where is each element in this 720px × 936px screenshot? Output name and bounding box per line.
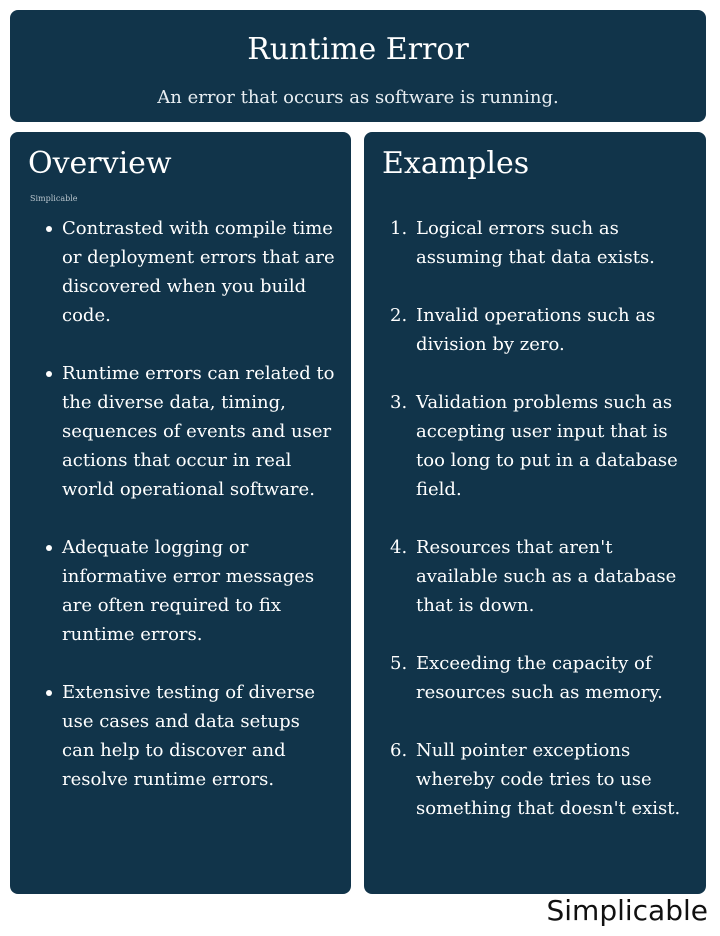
overview-panel <box>10 132 351 894</box>
example-item <box>390 301 696 359</box>
overview-item-text: Contrasted with compile time or deployment errors that are discovered when you build code. <box>62 218 335 326</box>
example-item <box>390 736 696 823</box>
overview-item <box>62 678 337 794</box>
overview-item <box>62 359 337 504</box>
example-item-text: Validation problems such as accepting user input that is too long to put in a database field. <box>416 392 678 500</box>
example-item <box>390 214 696 272</box>
brand-logo: Simplicable <box>546 894 708 927</box>
example-item-text: Null pointer exceptions whereby code tries to use something that doesn't exist. <box>416 740 681 819</box>
example-item <box>390 533 696 620</box>
example-item <box>390 649 696 707</box>
overview-item-text: Adequate logging or informative error messages are often required to fix runtime errors. <box>62 537 315 645</box>
header-panel <box>10 10 706 122</box>
examples-list <box>364 214 706 852</box>
example-number: 4. <box>390 537 408 558</box>
example-item-text: Logical errors such as assuming that data exists. <box>416 218 655 268</box>
overview-item-text: Runtime errors can related to the diverse data, timing, sequences of events and user actions that occur in real world operational software. <box>62 363 335 500</box>
watermark-small: Simplicable <box>30 194 78 203</box>
example-item <box>390 388 696 504</box>
overview-item <box>62 214 337 330</box>
examples-heading: Examples <box>382 146 530 181</box>
bullet-icon <box>46 371 52 377</box>
example-number: 1. <box>390 218 408 239</box>
bullet-icon <box>46 690 52 696</box>
page-title: Runtime Error <box>247 32 469 67</box>
bullet-icon <box>46 545 52 551</box>
overview-item <box>62 533 337 649</box>
example-item-text: Resources that aren't available such as a database that is down. <box>416 537 677 616</box>
example-number: 2. <box>390 305 408 326</box>
example-number: 3. <box>390 392 408 413</box>
bullet-icon <box>46 226 52 232</box>
overview-heading: Overview <box>28 146 172 181</box>
example-number: 5. <box>390 653 408 674</box>
examples-panel <box>364 132 706 894</box>
overview-list <box>10 214 351 823</box>
example-item-text: Exceeding the capacity of resources such as memory. <box>416 653 663 703</box>
example-item-text: Invalid operations such as division by zero. <box>416 305 656 355</box>
page-subtitle: An error that occurs as software is running. <box>157 87 559 108</box>
example-number: 6. <box>390 740 408 761</box>
overview-item-text: Extensive testing of diverse use cases and data setups can help to discover and resolve runtime errors. <box>62 682 316 790</box>
